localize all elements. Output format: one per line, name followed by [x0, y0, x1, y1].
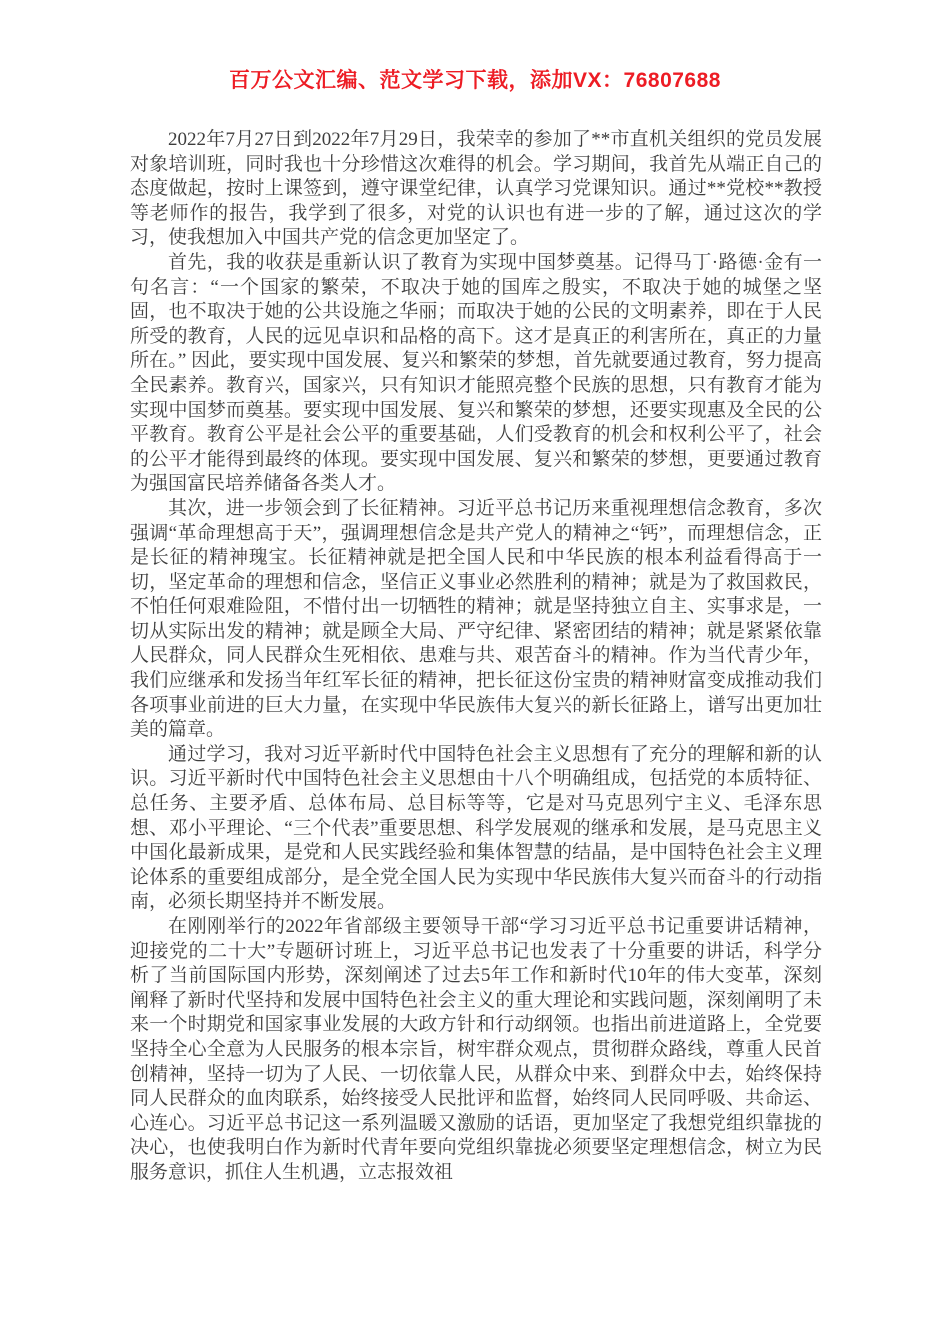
document-body: [130, 128, 822, 1186]
paragraph-2: 首先，我的收获是重新认识了教育为实现中国梦奠基。记得马丁·路德·金有一句名言：“一个国家的繁荣，不取决于她的国库之殷实，不取决于她的城堡之坚固，也不取决于她的公共设施之华丽；而取决于她的公民的文明素养，即在于人民所受的教育，人民的远见卓识和品格的高下。这才是真正的利害所在，真正的力量所在。” 因此，要实现中国发展、复兴和繁荣的梦想，首先就要通过教育，努力提高全民素养。教育兴，国家兴，只有知识才能照亮整个民族的思想，只有教育才能为实现中国梦而奠基。要实现中国发展、复兴和繁荣的梦想，还要实现惠及全民的公平教育。教育公平是社会公平的重要基础，人们受教育的机会和权利公平了，社会的公平才能得到最终的体现。要实现中国发展、复兴和繁荣的梦想，更要通过教育为强国富民培养储备各类人才。: [130, 251, 822, 495]
paragraph-3: 其次，进一步领会到了长征精神。习近平总书记历来重视理想信念教育，多次强调“革命理想高于天”，强调理想信念是共产党人的精神之“钙”，而理想信念，正是长征的精神瑰宝。长征精神就是把全国人民和中华民族的根本利益看得高于一切，坚定革命的理想和信念，坚信正义事业必然胜利的精神；就是为了救国救民，不怕任何艰难险阻，不惜付出一切牺牲的精神；就是坚持独立自主、实事求是，一切从实际出发的精神；就是顾全大局、严守纪律、紧密团结的精神；就是紧紧依靠人民群众，同人民群众生死相依、患难与共、艰苦奋斗的精神。作为当代青少年，我们应继承和发扬当年红军长征的精神，把长征这份宝贵的精神财富变成推动我们各项事业前进的巨大力量，在实现中华民族伟大复兴的新长征路上，谱写出更加壮美的篇章。: [130, 497, 822, 741]
promo-header-text: 百万公文汇编、范文学习下载，添加VX：76807688: [229, 69, 721, 92]
paragraph-5: 在刚刚举行的2022年省部级主要领导干部“学习习近平总书记重要讲话精神，迎接党的二十大”专题研讨班上，习近平总书记也发表了十分重要的讲话，科学分析了当前国际国内形势，深刻阐述了过去5年工作和新时代10年的伟大变革，深刻阐释了新时代坚持和发展中国特色社会主义的重大理论和实践问题，深刻阐明了未来一个时期党和国家事业发展的大政方针和行动纲领。也指出前进道路上，全党要坚持全心全意为人民服务的根本宗旨，树牢群众观点，贯彻群众路线，尊重人民首创精神，坚持一切为了人民、一切依靠人民，从群众中来、到群众中去，始终保持同人民群众的血肉联系，始终接受人民批评和监督，始终同人民同呼吸、共命运、心连心。习近平总书记这一系列温暖又激励的话语，更加坚定了我想党组织靠拢的决心，也使我明白作为新时代青年要向党组织靠拢必须要坚定理想信念，树立为民服务意识，抓住人生机遇，立志报效祖: [130, 916, 822, 1183]
paragraph-1: 2022年7月27日到2022年7月29日，我荣幸的参加了**市直机关组织的党员发展对象培训班，同时我也十分珍惜这次难得的机会。学习期间，我首先从端正自己的态度做起，按时上课签到，遵守课堂纪律，认真学习党课知识。通过**党校**教授等老师作的报告，我学到了很多，对党的认识也有进一步的了解，通过这次的学习，使我想加入中国共产党的信念更加坚定了。: [130, 129, 822, 249]
promo-header: [0, 64, 950, 94]
paragraph-4: 通过学习，我对习近平新时代中国特色社会主义思想有了充分的理解和新的认识。习近平新时代中国特色社会主义思想由十八个明确组成，包括党的本质特征、总任务、主要矛盾、总体布局、总目标等等，它是对马克思列宁主义、毛泽东思想、邓小平理论、“三个代表”重要思想、科学发展观的继承和发展，是马克思主义中国化最新成果，是党和人民实践经验和集体智慧的结晶，是中国特色社会主义理论体系的重要组成部分，是全党全国人民为实现中华民族伟大复兴而奋斗的行动指南，必须长期坚持并不断发展。: [130, 743, 822, 913]
